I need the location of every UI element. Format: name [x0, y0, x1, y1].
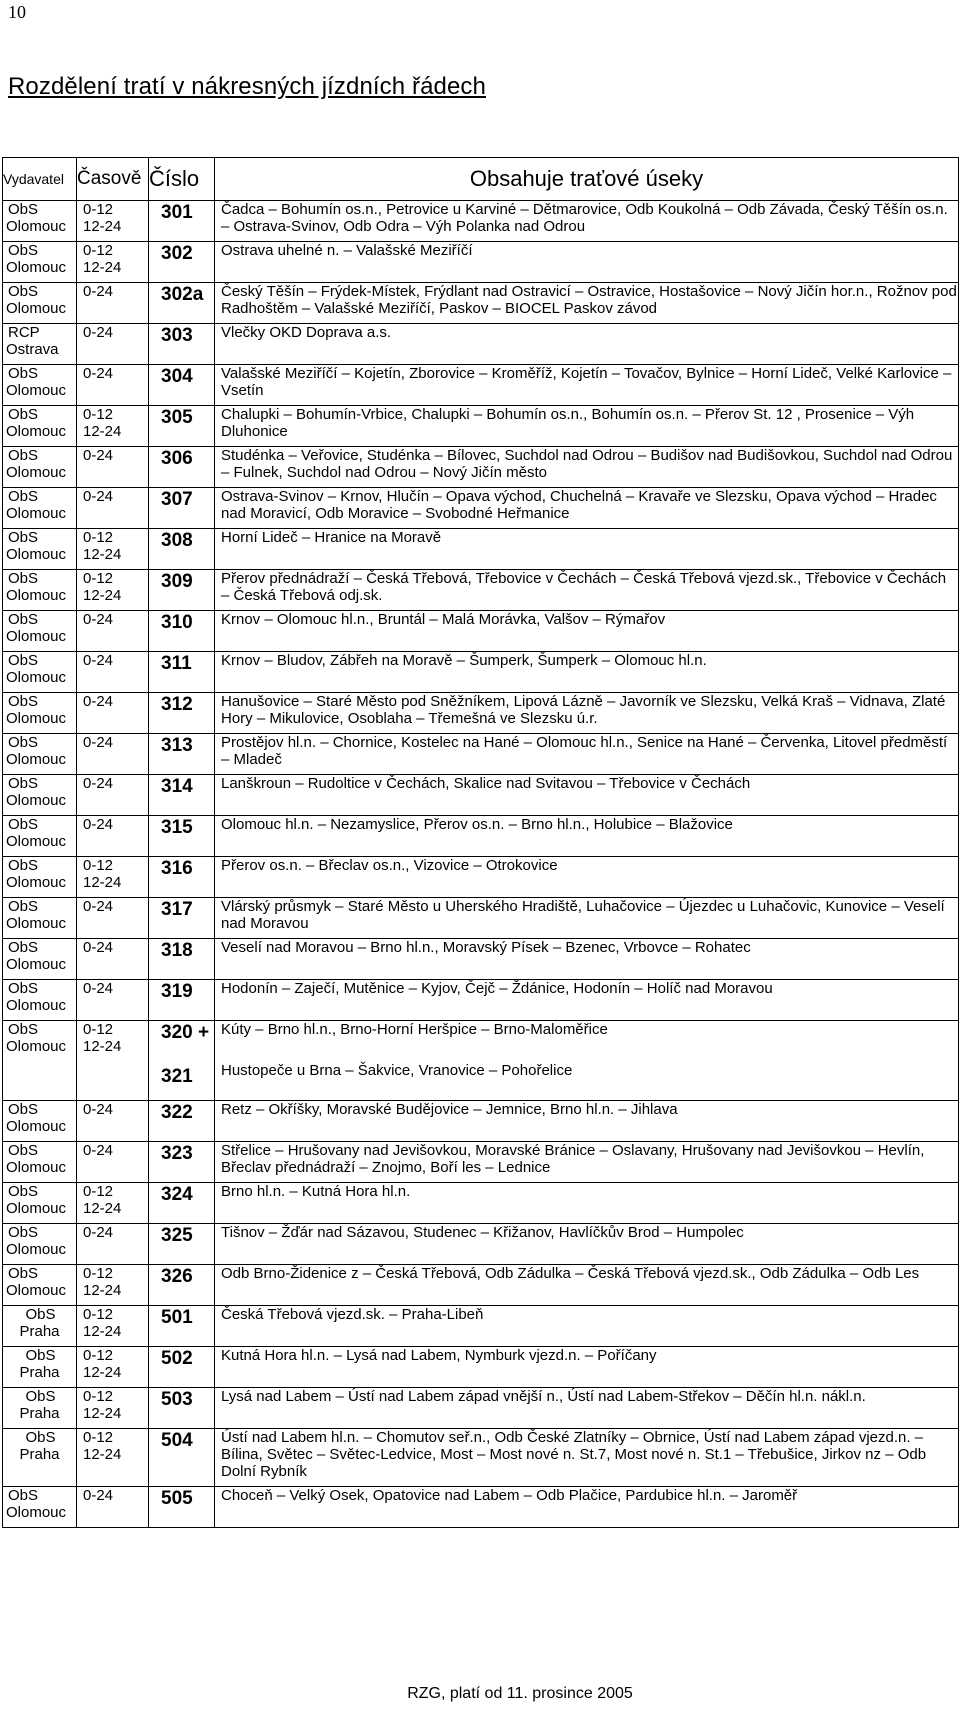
cell-publisher	[3, 1388, 77, 1429]
cell-sections	[215, 447, 959, 488]
publisher-type: ObS	[8, 734, 39, 751]
publisher-type: ObS	[8, 529, 39, 546]
cell-time: 0-12 12-24	[77, 242, 149, 283]
cell-number: 322	[149, 1101, 215, 1142]
sections-text: Vlečky OKD Doprava a.s.	[221, 324, 392, 341]
cell-time: 0-12 12-24	[77, 1021, 149, 1101]
sections-text: Přerov přednádraží – Česká Třebová, Třebovice v Čechách – Česká Třebová vjezd.sk., Třebovice v Čechách – Česká Třebová odj.sk.	[221, 570, 947, 604]
cell-sections	[215, 529, 959, 570]
sections-text: Veselí nad Moravou – Brno hl.n., Moravský Písek – Bzenec, Vrbovce – Rohatec	[221, 939, 751, 956]
cell-sections	[215, 939, 959, 980]
publisher-city: Olomouc	[6, 751, 67, 768]
cell-sections	[215, 324, 959, 365]
table-row	[3, 283, 959, 324]
cell-time: 0-24	[77, 324, 149, 365]
cell-sections	[215, 734, 959, 775]
cell-sections	[215, 201, 959, 242]
cell-publisher	[3, 365, 77, 406]
cell-publisher	[3, 201, 77, 242]
sections-text: Tišnov – Žďár nad Sázavou, Studenec – Křižanov, Havlíčkův Brod – Humpolec	[221, 1224, 744, 1241]
cell-publisher	[3, 1306, 77, 1347]
publisher-type: ObS	[8, 611, 39, 628]
publisher-city: Olomouc	[6, 464, 67, 481]
publisher-type: ObS	[8, 447, 39, 464]
publisher-city: Ostrava	[6, 341, 59, 358]
cell-publisher	[3, 1101, 77, 1142]
cell-time: 0-24	[77, 1101, 149, 1142]
cell-publisher	[3, 816, 77, 857]
table-row	[3, 939, 959, 980]
publisher-city: Olomouc	[6, 1241, 67, 1258]
cell-publisher	[3, 693, 77, 734]
cell-number: 505	[149, 1487, 215, 1528]
cell-time: 0-24	[77, 1142, 149, 1183]
cell-publisher	[3, 734, 77, 775]
sections-text-secondary: Hustopeče u Brna – Šakvice, Vranovice – Pohořelice	[221, 1062, 573, 1079]
publisher-city: Olomouc	[6, 259, 67, 276]
publisher-type: ObS	[8, 242, 39, 259]
sections-text: Přerov os.n. – Břeclav os.n., Vizovice – Otrokovice	[221, 857, 558, 874]
table-row	[3, 775, 959, 816]
table-row	[3, 857, 959, 898]
cell-time: 0-12 12-24	[77, 529, 149, 570]
cell-publisher	[3, 1183, 77, 1224]
table-row	[3, 406, 959, 447]
cell-time: 0-12 12-24	[77, 406, 149, 447]
cell-number: 313	[149, 734, 215, 775]
table-body	[3, 201, 959, 1528]
cell-publisher	[3, 1224, 77, 1265]
cell-sections	[215, 406, 959, 447]
sections-text: Čadca – Bohumín os.n., Petrovice u Karviné – Dětmarovice, Odb Koukolná – Odb Závada, Český Těšín os.n. – Ostrava-Svinov, Odb Odra – Výh Polanka nad Odrou	[221, 201, 948, 235]
publisher-city: Olomouc	[6, 710, 67, 727]
cell-sections	[215, 365, 959, 406]
cell-publisher	[3, 529, 77, 570]
cell-sections	[215, 652, 959, 693]
publisher-city: Olomouc	[6, 1282, 67, 1299]
sections-text: Kutná Hora hl.n. – Lysá nad Labem, Nymburk vjezd.n. – Poříčany	[221, 1347, 657, 1364]
publisher-type: ObS	[8, 1021, 39, 1038]
table-row	[3, 1347, 959, 1388]
table-row	[3, 242, 959, 283]
publisher-city: Olomouc	[6, 1038, 67, 1055]
publisher-type: ObS	[8, 1487, 39, 1504]
publisher-city: Olomouc	[6, 915, 67, 932]
cell-time: 0-24	[77, 816, 149, 857]
page-title: Rozdělení tratí v nákresných jízdních řádech	[8, 73, 486, 100]
publisher-city: Olomouc	[6, 874, 67, 891]
cell-time: 0-24	[77, 488, 149, 529]
publisher-type: ObS	[8, 816, 39, 833]
sections-text: Prostějov hl.n. – Chornice, Kostelec na Hané – Olomouc hl.n., Senice na Hané – Červenka, Litovel předměstí – Mladeč	[221, 734, 948, 768]
cell-time: 0-24	[77, 447, 149, 488]
cell-sections	[215, 1142, 959, 1183]
cell-number: 303	[149, 324, 215, 365]
table-row	[3, 611, 959, 652]
table-row	[3, 652, 959, 693]
cell-publisher	[3, 857, 77, 898]
table-row	[3, 734, 959, 775]
publisher-city: Olomouc	[6, 300, 67, 317]
sections-text: Český Těšín – Frýdek-Místek, Frýdlant nad Ostravicí – Ostravice, Hostašovice – Nový Jičín hor.n., Rožnov pod Radhoštěm – Valašské Meziříčí, Paskov – BIOCEL Paskov závod	[221, 283, 957, 317]
publisher-city: Praha	[19, 1405, 60, 1422]
cell-publisher	[3, 283, 77, 324]
table-row	[3, 447, 959, 488]
cell-number: 302a	[149, 283, 215, 324]
sections-text: Brno hl.n. – Kutná Hora hl.n.	[221, 1183, 411, 1200]
sections-text: Ostrava-Svinov – Krnov, Hlučín – Opava východ, Chuchelná – Kravaře ve Slezsku, Opava východ – Hradec nad Moravicí, Odb Moravice – Svobodné Heřmanice	[221, 488, 937, 522]
cell-sections	[215, 980, 959, 1021]
sections-text: Krnov – Bludov, Zábřeh na Moravě – Šumperk, Šumperk – Olomouc hl.n.	[221, 652, 707, 669]
cell-number: 309	[149, 570, 215, 611]
cell-sections	[215, 1347, 959, 1388]
cell-number: 318	[149, 939, 215, 980]
cell-sections	[215, 1021, 959, 1101]
sections-text: Chalupki – Bohumín-Vrbice, Chalupki – Bohumín os.n., Bohumín os.n. – Přerov St. 12 , Prosenice – Výh Dluhonice	[221, 406, 915, 440]
cell-sections	[215, 570, 959, 611]
sections-text: Choceň – Velký Osek, Opatovice nad Labem – Odb Plačice, Pardubice hl.n. – Jaroměř	[221, 1487, 798, 1504]
cell-sections	[215, 242, 959, 283]
table-row	[3, 693, 959, 734]
cell-publisher	[3, 1487, 77, 1528]
cell-time: 0-12 12-24	[77, 1347, 149, 1388]
cell-time: 0-24	[77, 1487, 149, 1528]
table-row	[3, 488, 959, 529]
header-publisher: Vydavatel	[3, 158, 77, 201]
cell-number: 316	[149, 857, 215, 898]
cell-number: 308	[149, 529, 215, 570]
publisher-type: ObS	[8, 201, 39, 218]
cell-publisher	[3, 980, 77, 1021]
sections-text: Lanškroun – Rudoltice v Čechách, Skalice nad Svitavou – Třebovice v Čechách	[221, 775, 751, 792]
cell-number: 315	[149, 816, 215, 857]
publisher-city: Olomouc	[6, 1118, 67, 1135]
sections-text: Kúty – Brno hl.n., Brno-Horní Heršpice – Brno-Maloměřice	[221, 1021, 608, 1038]
cell-publisher	[3, 406, 77, 447]
table-row	[3, 529, 959, 570]
table-row	[3, 1101, 959, 1142]
publisher-type: ObS	[8, 980, 39, 997]
sections-text: Ostrava uhelné n. – Valašské Meziříčí	[221, 242, 473, 259]
sections-text: Krnov – Olomouc hl.n., Bruntál – Malá Morávka, Valšov – Rýmařov	[221, 611, 666, 628]
cell-time: 0-24	[77, 775, 149, 816]
cell-time: 0-24	[77, 734, 149, 775]
cell-time: 0-24	[77, 693, 149, 734]
publisher-city: Olomouc	[6, 1504, 67, 1521]
sections-text: Ústí nad Labem hl.n. – Chomutov seř.n., Odb České Zlatníky – Obrnice, Ústí nad Labem západ vjezd.n. – Bílina, Světec – Světec-Ledvice, Most – Most nové n. St.7, Most nové n. St.1 – Třebušice, Jirkov nz – Odb Dolní Rybník	[221, 1429, 927, 1480]
cell-time: 0-24	[77, 939, 149, 980]
sections-text: Česká Třebová vjezd.sk. – Praha-Libeň	[221, 1306, 484, 1323]
cell-number: 304	[149, 365, 215, 406]
cell-time: 0-24	[77, 1224, 149, 1265]
cell-time: 0-24	[77, 652, 149, 693]
publisher-city: Olomouc	[6, 218, 67, 235]
sections-text: Střelice – Hrušovany nad Jevišovkou, Moravské Bránice – Oslavany, Hrušovany nad Jevišovkou – Hevlín, Břeclav přednádraží – Znojmo, Boří les – Lednice	[221, 1142, 925, 1176]
table-row	[3, 324, 959, 365]
sections-text: Valašské Meziříčí – Kojetín, Zborovice – Kroměříž, Kojetín – Tovačov, Bylnice – Horní Lideč, Velké Karlovice – Vsetín	[221, 365, 952, 399]
cell-publisher	[3, 447, 77, 488]
cell-publisher	[3, 488, 77, 529]
publisher-city: Olomouc	[6, 546, 67, 563]
publisher-type: ObS	[8, 1183, 39, 1200]
cell-time: 0-12 12-24	[77, 570, 149, 611]
cell-sections	[215, 693, 959, 734]
cell-number: 301	[149, 201, 215, 242]
publisher-city: Praha	[19, 1446, 60, 1463]
cell-time: 0-24	[77, 365, 149, 406]
publisher-city: Olomouc	[6, 669, 67, 686]
publisher-type: ObS	[25, 1347, 56, 1364]
table-row	[3, 365, 959, 406]
publisher-city: Olomouc	[6, 505, 67, 522]
cell-time: 0-24	[77, 283, 149, 324]
table-row	[3, 1388, 959, 1429]
publisher-type: ObS	[8, 1142, 39, 1159]
table-row	[3, 570, 959, 611]
table-row	[3, 1487, 959, 1528]
tracks-table	[2, 157, 959, 1528]
cell-publisher	[3, 1429, 77, 1487]
table-row	[3, 816, 959, 857]
cell-publisher	[3, 242, 77, 283]
cell-time: 0-12 12-24	[77, 1306, 149, 1347]
cell-time: 0-12 12-24	[77, 1429, 149, 1487]
publisher-city: Olomouc	[6, 956, 67, 973]
cell-sections	[215, 1487, 959, 1528]
cell-number: 320 + 321	[149, 1021, 215, 1101]
cell-publisher	[3, 1021, 77, 1101]
table-row	[3, 1224, 959, 1265]
cell-sections	[215, 898, 959, 939]
cell-sections	[215, 283, 959, 324]
cell-publisher	[3, 611, 77, 652]
cell-number: 317	[149, 898, 215, 939]
publisher-type: ObS	[8, 1101, 39, 1118]
cell-sections	[215, 1429, 959, 1487]
footer-note: RZG, platí od 11. prosince 2005	[407, 1685, 633, 1702]
publisher-type: ObS	[25, 1388, 56, 1405]
table-row	[3, 1021, 959, 1101]
cell-time: 0-12 12-24	[77, 1183, 149, 1224]
cell-publisher	[3, 652, 77, 693]
publisher-city: Olomouc	[6, 382, 67, 399]
publisher-type: ObS	[25, 1306, 56, 1323]
cell-publisher	[3, 775, 77, 816]
cell-time: 0-12 12-24	[77, 1265, 149, 1306]
publisher-type: ObS	[25, 1429, 56, 1446]
cell-sections	[215, 1183, 959, 1224]
publisher-city: Olomouc	[6, 833, 67, 850]
cell-number: 326	[149, 1265, 215, 1306]
cell-publisher	[3, 898, 77, 939]
cell-number: 306	[149, 447, 215, 488]
header-sections: Obsahuje traťové úseky	[215, 158, 959, 201]
publisher-city: Olomouc	[6, 1159, 67, 1176]
header-time: Časově	[77, 158, 149, 201]
publisher-type: ObS	[8, 488, 39, 505]
cell-number: 319	[149, 980, 215, 1021]
cell-sections	[215, 1388, 959, 1429]
cell-publisher	[3, 1142, 77, 1183]
cell-number: 323	[149, 1142, 215, 1183]
cell-publisher	[3, 1347, 77, 1388]
publisher-type: ObS	[8, 775, 39, 792]
cell-sections	[215, 775, 959, 816]
publisher-type: ObS	[8, 283, 39, 300]
cell-time: 0-12 12-24	[77, 857, 149, 898]
publisher-city: Olomouc	[6, 587, 67, 604]
cell-publisher	[3, 939, 77, 980]
publisher-city: Olomouc	[6, 628, 67, 645]
publisher-city: Olomouc	[6, 792, 67, 809]
publisher-city: Olomouc	[6, 423, 67, 440]
cell-sections	[215, 1224, 959, 1265]
table-row	[3, 1183, 959, 1224]
cell-time: 0-24	[77, 898, 149, 939]
sections-text: Hodonín – Zaječí, Mutěnice – Kyjov, Čejč – Ždánice, Hodonín – Holíč nad Moravou	[221, 980, 773, 997]
cell-sections	[215, 816, 959, 857]
table-row	[3, 980, 959, 1021]
cell-number: 305	[149, 406, 215, 447]
cell-number: 307	[149, 488, 215, 529]
cell-number: 314	[149, 775, 215, 816]
cell-sections	[215, 857, 959, 898]
publisher-type: ObS	[8, 939, 39, 956]
sections-text: Vlárský průsmyk – Staré Město u Uherského Hradiště, Luhačovice – Újezdec u Luhačovic, Kunovice – Veselí nad Moravou	[221, 898, 945, 932]
publisher-type: ObS	[8, 693, 39, 710]
publisher-type: ObS	[8, 1265, 39, 1282]
table-row	[3, 1306, 959, 1347]
cell-sections	[215, 488, 959, 529]
cell-time: 0-12 12-24	[77, 201, 149, 242]
sections-text: Olomouc hl.n. – Nezamyslice, Přerov os.n. – Brno hl.n., Holubice – Blažovice	[221, 816, 733, 833]
cell-number: 324	[149, 1183, 215, 1224]
cell-number: 311	[149, 652, 215, 693]
sections-text: Lysá nad Labem – Ústí nad Labem západ vnější n., Ústí nad Labem-Střekov – Děčín hl.n. nákl.n.	[221, 1388, 866, 1405]
cell-sections	[215, 1306, 959, 1347]
publisher-type: ObS	[8, 365, 39, 382]
cell-number: 310	[149, 611, 215, 652]
table-row	[3, 898, 959, 939]
publisher-type: RCP	[8, 324, 40, 341]
sections-text: Hanušovice – Staré Město pod Sněžníkem, Lipová Lázně – Javorník ve Slezsku, Velká Kraš – Vidnava, Zlaté Hory – Mikulovice, Osoblaha – Třemešná ve Slezsku ú.r.	[221, 693, 946, 727]
publisher-city: Olomouc	[6, 1200, 67, 1217]
publisher-city: Praha	[19, 1323, 60, 1340]
table-row	[3, 1265, 959, 1306]
cell-publisher	[3, 1265, 77, 1306]
page-number: 10	[8, 2, 26, 22]
cell-time: 0-24	[77, 611, 149, 652]
cell-publisher	[3, 570, 77, 611]
publisher-type: ObS	[8, 570, 39, 587]
sections-text: Odb Brno-Židenice z – Česká Třebová, Odb Zádulka – Česká Třebová vjezd.sk., Odb Zádulka – Odb Les	[221, 1265, 920, 1282]
cell-sections	[215, 611, 959, 652]
cell-sections	[215, 1101, 959, 1142]
publisher-type: ObS	[8, 857, 39, 874]
header-number: Číslo	[149, 158, 215, 201]
cell-sections	[215, 1265, 959, 1306]
cell-number: 502	[149, 1347, 215, 1388]
sections-text: Horní Lideč – Hranice na Moravě	[221, 529, 442, 546]
cell-time: 0-24	[77, 980, 149, 1021]
table-row	[3, 1142, 959, 1183]
cell-number: 312	[149, 693, 215, 734]
cell-time: 0-12 12-24	[77, 1388, 149, 1429]
publisher-city: Olomouc	[6, 997, 67, 1014]
cell-publisher	[3, 324, 77, 365]
cell-number: 302	[149, 242, 215, 283]
cell-number: 504	[149, 1429, 215, 1487]
table-row	[3, 201, 959, 242]
table-header	[3, 158, 959, 201]
publisher-type: ObS	[8, 898, 39, 915]
publisher-type: ObS	[8, 406, 39, 423]
publisher-type: ObS	[8, 652, 39, 669]
sections-text: Retz – Okříšky, Moravské Budějovice – Jemnice, Brno hl.n. – Jihlava	[221, 1101, 678, 1118]
cell-number: 501	[149, 1306, 215, 1347]
sections-text: Studénka – Veřovice, Studénka – Bílovec, Suchdol nad Odrou – Budišov nad Budišovkou, Suchdol nad Odrou – Fulnek, Suchdol nad Odrou – Nový Jičín město	[221, 447, 953, 481]
cell-number: 503	[149, 1388, 215, 1429]
cell-number: 325	[149, 1224, 215, 1265]
publisher-city: Praha	[19, 1364, 60, 1381]
table-row	[3, 1429, 959, 1487]
publisher-type: ObS	[8, 1224, 39, 1241]
